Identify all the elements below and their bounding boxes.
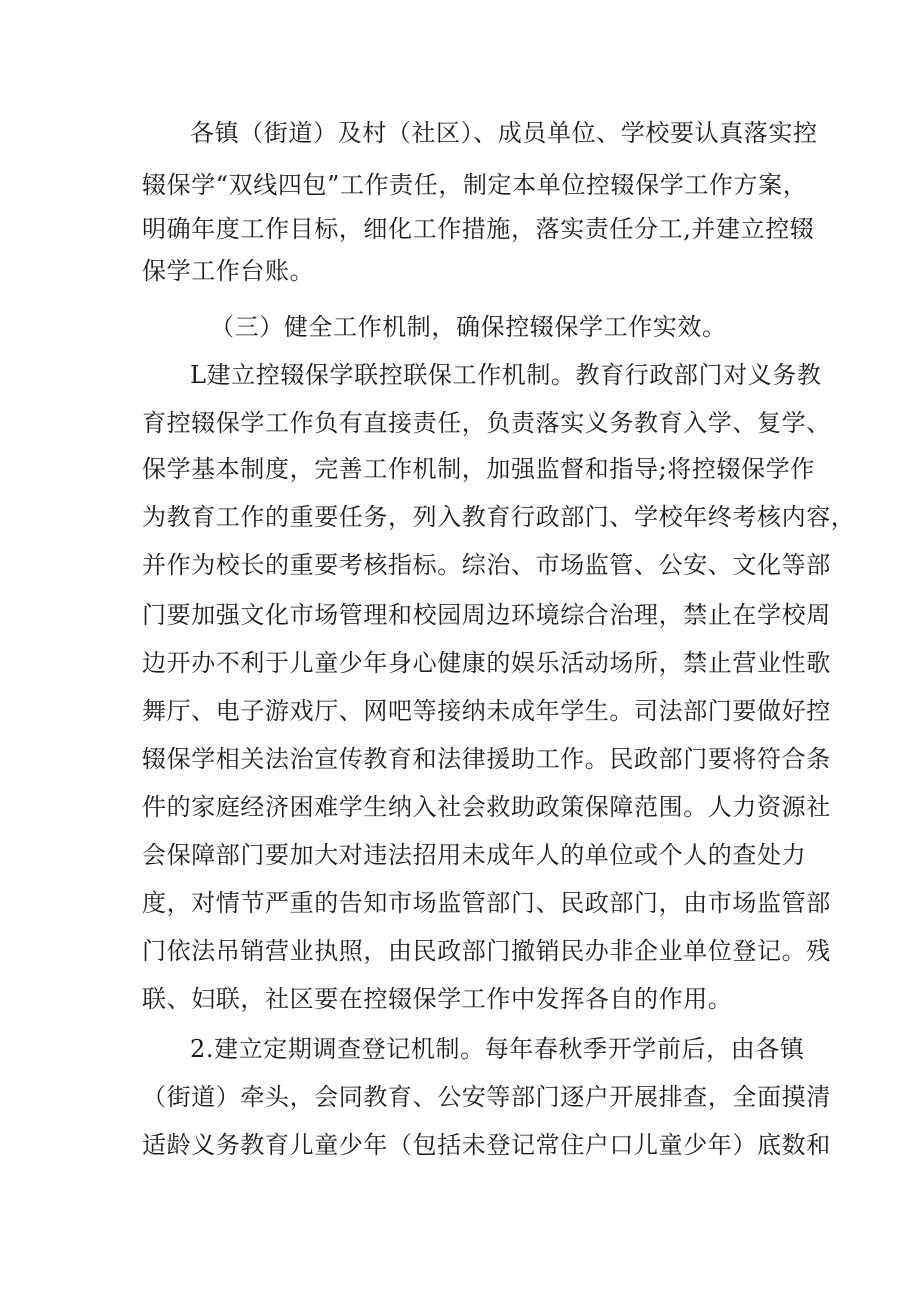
text-line: 2.建立定期调查登记机制。每年春秋季开学前后，由各镇 <box>190 1035 805 1063</box>
text-line: 为教育工作的重要任务，列入教育行政部门、学校年终考核内容， <box>142 503 856 531</box>
text-line: 辍保学“双线四包”工作责任，制定本单位控辍保学工作方案， <box>142 171 808 199</box>
text-line: 并作为校长的重要考核指标。综治、市场监管、公安、文化等部 <box>142 551 831 579</box>
text-line: 保学基本制度，完善工作机制，加强监督和指导;将控辍保学作 <box>142 455 815 483</box>
text-line: L建立控辍保学联控联保工作机制。教育行政部门对义务教 <box>190 361 822 389</box>
text-line: 会保障部门要加大对违法招用未成年人的单位或个人的查处力 <box>142 841 807 869</box>
text-line: 明确年度工作目标，细化工作措施，落实责任分工,并建立控辍 <box>142 215 815 243</box>
text-line: 育控辍保学工作负有直接责任，负责落实义务教育入学、复学、 <box>142 409 831 437</box>
text-line: 适龄义务教育儿童少年（包括未登记常住户口儿童少年）底数和 <box>142 1131 831 1159</box>
text-line: 度，对情节严重的告知市场监管部门、民政部门，由市场监管部 <box>142 889 831 917</box>
text-line: 舞厅、电子游戏厅、网吧等接纳未成年学生。司法部门要做好控 <box>142 697 831 725</box>
text-line: 门依法吊销营业执照，由民政部门撤销民办非企业单位登记。残 <box>142 937 831 965</box>
section-heading: （三）健全工作机制，确保控辍保学工作实效。 <box>210 313 727 341</box>
text-line: 联、妇联，社区要在控辍保学工作中发挥各自的作用。 <box>142 985 733 1013</box>
text-line: 辍保学相关法治宣传教育和法律援助工作。民政部门要将符合条 <box>142 745 831 773</box>
text-line: 保学工作台账。 <box>142 257 315 285</box>
text-line: 门要加强文化市场管理和校园周边环境综合治理，禁止在学校周 <box>142 601 831 629</box>
text-line: 边开办不利于儿童少年身心健康的娱乐活动场所，禁止营业性歌 <box>142 649 831 677</box>
text-line: （街道）牵头，会同教育、公安等部门逐户开展排查，全面摸清 <box>142 1083 831 1111</box>
text-line: 各镇（街道）及村（社区）、成员单位、学校要认真落实控 <box>190 119 818 147</box>
text-line: 件的家庭经济困难学生纳入社会救助政策保障范围。人力资源社 <box>142 793 831 821</box>
